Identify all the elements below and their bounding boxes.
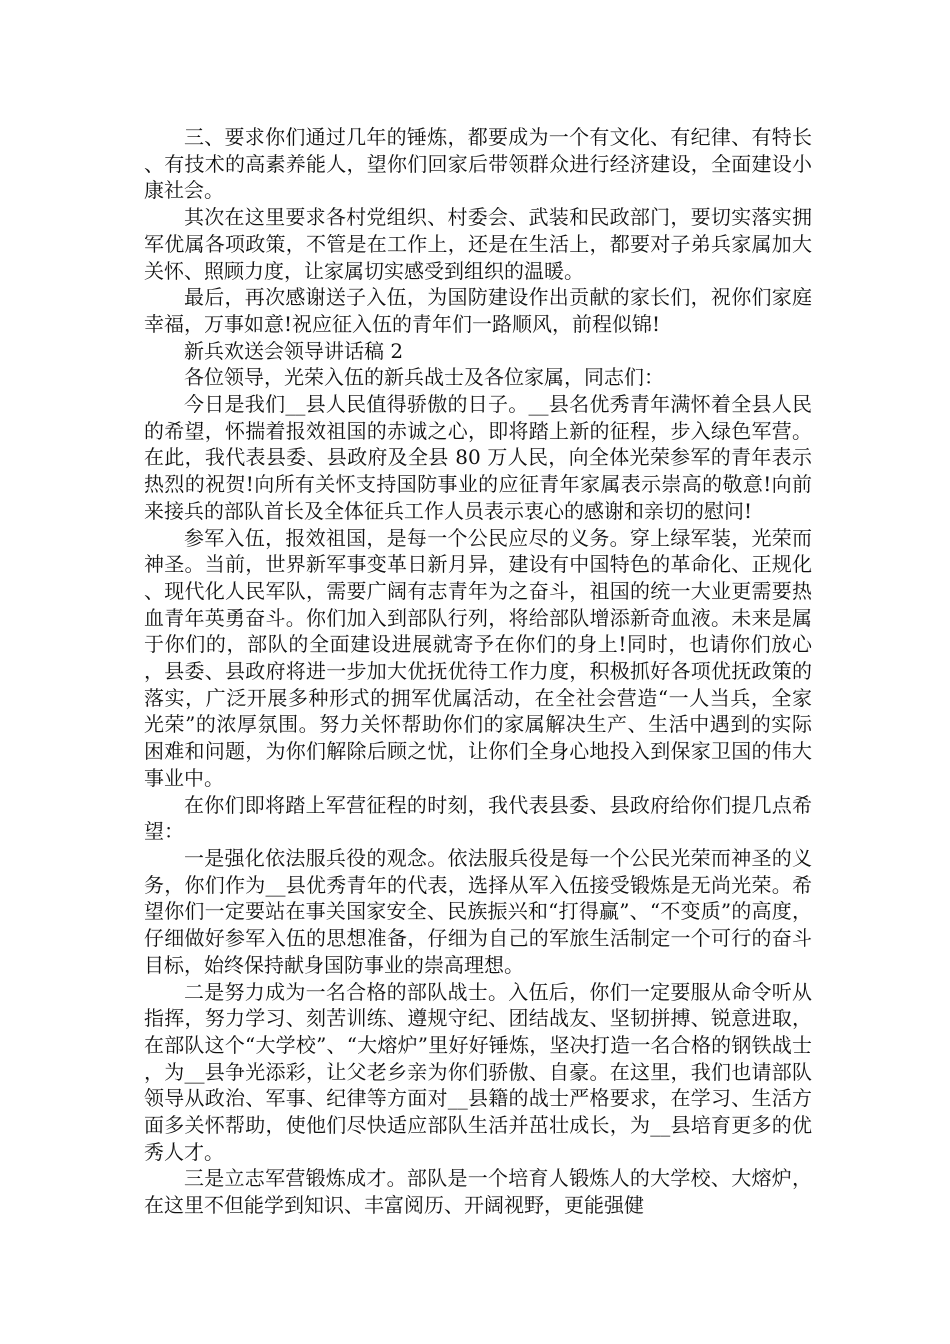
paragraph-proud-day: 今日是我们__县人民值得骄傲的日子。__县名优秀青年满怀着全县人民的希望，怀揣着报效祖国的赤诚之心，即将踏上新的征程，步入绿色军营。在此，我代表县委、县政府及全县 80 万人民，向全体光荣参军的青年表示热烈的祝贺!向所有关怀支持国防事业的应征青年家属表示崇高的敬意!向前来接兵的部队首长及全体征兵工作人员表示衷心的感谢和亲切的慰问! bbox=[144, 392, 812, 523]
paragraph-hope-three: 三是立志军营锻炼成才。部队是一个培育人锻炼人的大学校、大熔炉，在这里不但能学到知识、丰富阅历、开阔视野，更能强健 bbox=[144, 1166, 812, 1218]
paragraph-hopes-intro: 在你们即将踏上军营征程的时刻，我代表县委、县政府给你们提几点希望： bbox=[144, 792, 812, 844]
paragraph-duty-to-serve: 参军入伍，报效祖国，是每一个公民应尽的义务。穿上绿军装，光荣而神圣。当前，世界新军事变革日新月异，建设有中国特色的革命化、正规化、现代化人民军队，需要广阔有志青年为之奋斗，祖国的统一大业更需要热血青年英勇奋斗。你们加入到部队行列，将给部队增添新奇血液。未来是属于你们的，部队的全面建设进展就寄予在你们的身上!同时，也请你们放心，县委、县政府将进一步加大优抚优待工作力度，积极抓好各项优抚政策的落实，广泛开展多种形式的拥军优属活动，在全社会营造“一人当兵，全家光荣”的浓厚氛围。努力关怀帮助你们的家属解决生产、生活中遇到的实际困难和问题，为你们解除后顾之忧，让你们全身心地投入到保家卫国的伟大事业中。 bbox=[144, 525, 812, 790]
salutation: 各位领导，光荣入伍的新兵战士及各位家属，同志们： bbox=[184, 365, 664, 390]
paragraph-village-organizations: 其次在这里要求各村党组织、村委会、武装和民政部门，要切实落实拥军优属各项政策，不管是在工作上，还是在生活上，都要对子弟兵家属加大关怀、照顾力度，让家属切实感受到组织的温暖。 bbox=[144, 205, 812, 283]
section-heading: 新兵欢送会领导讲话稿 2 bbox=[184, 338, 404, 363]
document-page bbox=[144, 124, 812, 1219]
paragraph-hope-one: 一是强化依法服兵役的观念。依法服兵役是每一个公民光荣而神圣的义务，你们作为__县优秀青年的代表，选择从军入伍接受锻炼是无尚光荣。希望你们一定要站在事关国家安全、民族振兴和“打得赢”、“不变质”的高度，仔细做好参军入伍的思想准备，仔细为自己的军旅生活制定一个可行的奋斗目标，始终保持献身国防事业的崇高理想。 bbox=[144, 845, 812, 977]
paragraph-hope-two: 二是努力成为一名合格的部队战士。入伍后，你们一定要服从命令听从指挥，努力学习、刻苦训练、遵规守纪、团结战友、坚韧拼搏、锐意进取，在部队这个“大学校”、“大熔炉”里好好锤炼，坚决打造一名合格的钢铁战士，为__县争光添彩，让父老乡亲为你们骄傲、自豪。在这里，我们也请部队领导从政治、军事、纪律等方面对__县籍的战士严格要求，在学习、生活方面多关怀帮助，使他们尽快适应部队生活并茁壮成长，为__县培育更多的优秀人才。 bbox=[144, 979, 812, 1164]
paragraph-requirement-three: 三、要求你们通过几年的锤炼，都要成为一个有文化、有纪律、有特长、有技术的高素养能人，望你们回家后带领群众进行经济建设，全面建设小康社会。 bbox=[144, 125, 812, 203]
paragraph-closing-thanks: 最后，再次感谢送子入伍，为国防建设作出贡献的家长们，祝你们家庭幸福，万事如意!祝应征入伍的青年们一路顺风，前程似锦! bbox=[144, 285, 812, 336]
